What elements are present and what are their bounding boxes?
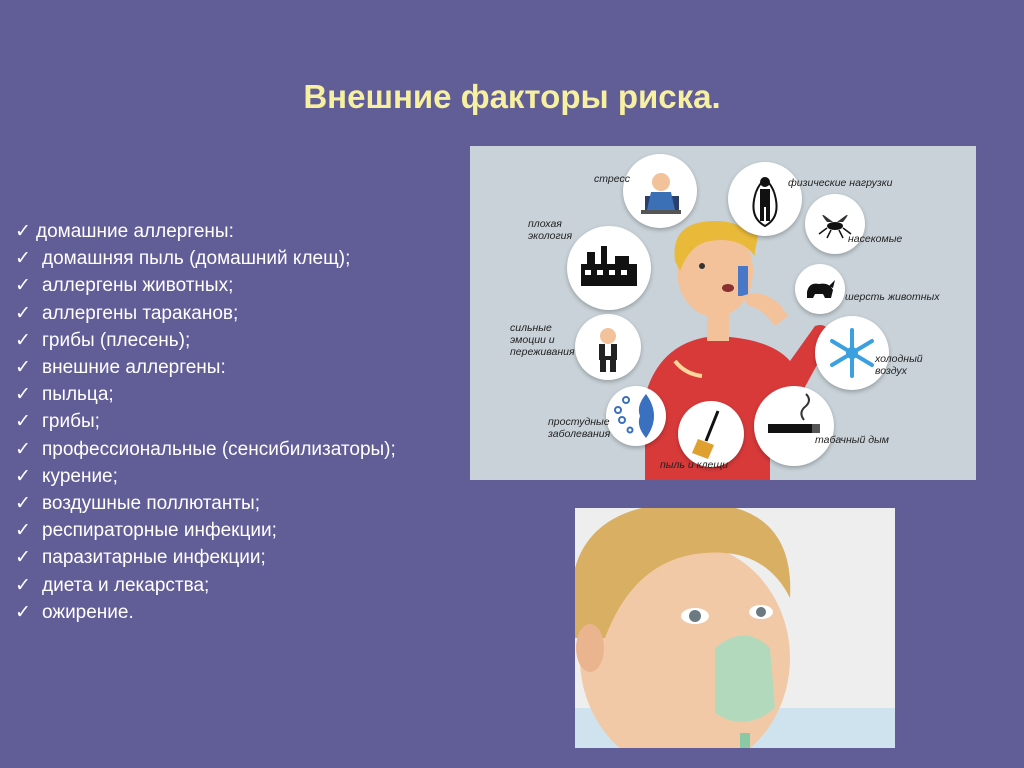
checkmark-icon: ✓ xyxy=(15,601,31,623)
asthma-triggers-infographic xyxy=(470,146,976,480)
animal-icon xyxy=(795,264,845,314)
risk-factor-text: домашние аллергены: xyxy=(36,221,234,242)
physical-circle xyxy=(728,162,802,236)
checkmark-icon: ✓ xyxy=(15,329,31,351)
risk-factor-item xyxy=(15,381,396,408)
broom-icon xyxy=(678,401,744,467)
colds-circle xyxy=(606,386,666,446)
risk-factor-text: домашняя пыль (домашний клещ); xyxy=(42,248,351,270)
factory-icon xyxy=(567,226,651,310)
risk-factor-item xyxy=(15,245,396,272)
label-stress: стресс xyxy=(594,173,630,185)
checkmark-icon: ✓ xyxy=(15,411,31,433)
risk-factor-item xyxy=(15,408,396,435)
risk-factor-text: ожирение. xyxy=(42,601,134,623)
nebulizer-mask-icon xyxy=(715,636,775,722)
checkmark-icon: ✓ xyxy=(15,357,31,379)
risk-factor-text: диета и лекарства; xyxy=(42,574,210,596)
stress-circle xyxy=(623,154,697,228)
risk-factor-item xyxy=(15,463,396,490)
checkmark-icon: ✓ xyxy=(15,384,31,406)
risk-factor-text: грибы (плесень); xyxy=(42,329,191,351)
emotions-circle xyxy=(575,314,641,380)
slide-title: Внешние факторы риска. xyxy=(303,78,721,115)
checkmark-icon: ✓ xyxy=(15,438,31,460)
label-ecology: плохая экология xyxy=(528,218,573,242)
checkmark-icon: ✓ xyxy=(15,520,31,542)
risk-factor-text: аллергены животных; xyxy=(42,275,234,297)
risk-factor-item xyxy=(15,436,396,463)
risk-factor-text: пыльца; xyxy=(42,384,114,406)
cigarette-icon xyxy=(754,386,834,466)
risk-factor-text: курение; xyxy=(42,465,118,487)
risk-factor-item xyxy=(15,327,396,354)
checkmark-icon: ✓ xyxy=(15,221,31,242)
risk-factor-text: аллергены тараканов; xyxy=(42,302,239,324)
risk-factor-item xyxy=(15,354,396,381)
risk-factor-text: грибы; xyxy=(42,411,100,433)
risk-factor-item xyxy=(15,272,396,299)
checkmark-icon: ✓ xyxy=(15,465,31,487)
label-colds: простудные заболевания xyxy=(548,416,611,440)
label-cold-air: холодный воздух xyxy=(875,353,923,377)
risk-factor-item xyxy=(15,517,396,544)
risk-factor-item xyxy=(15,300,396,327)
risk-factor-item xyxy=(15,544,396,571)
emotions-icon xyxy=(575,314,641,380)
label-emotions: сильные эмоции и переживания xyxy=(510,322,575,358)
inhaler-icon xyxy=(738,266,748,296)
checkmark-icon: ✓ xyxy=(15,248,31,270)
stress-icon xyxy=(623,154,697,228)
risk-factor-item xyxy=(15,572,396,599)
insects-circle xyxy=(805,194,865,254)
risk-factors-list xyxy=(15,218,396,626)
risk-factor-text: воздушные поллютанты; xyxy=(42,493,260,515)
risk-factor-item xyxy=(15,490,396,517)
checkmark-icon: ✓ xyxy=(15,574,31,596)
risk-factor-text: внешние аллергены: xyxy=(42,357,226,379)
checkmark-icon: ✓ xyxy=(15,547,31,569)
risk-factor-item xyxy=(15,599,396,626)
checkmark-icon: ✓ xyxy=(15,275,31,297)
label-insects: насекомые xyxy=(848,233,903,245)
label-smoke: табачный дым xyxy=(815,434,889,446)
dust-circle xyxy=(678,401,744,467)
risk-factor-text: респираторные инфекции; xyxy=(42,520,277,542)
child-photo-illustration xyxy=(575,508,895,748)
label-animal-fur: шерсть животных xyxy=(845,291,940,303)
jump-rope-icon xyxy=(728,162,802,236)
ecology-circle xyxy=(567,226,651,310)
checkmark-icon: ✓ xyxy=(15,302,31,324)
risk-factor-text: профессиональные (сенсибилизаторы); xyxy=(42,438,396,460)
virus-icon xyxy=(606,386,666,446)
checkmark-icon: ✓ xyxy=(15,493,31,515)
smoke-circle xyxy=(754,386,834,466)
risk-factor-item xyxy=(15,218,396,245)
insect-icon xyxy=(805,194,865,254)
risk-factor-text: паразитарные инфекции; xyxy=(42,547,266,569)
label-dust: пыль и клещи xyxy=(660,459,729,471)
child-with-nebulizer-photo xyxy=(575,508,895,748)
label-physical: физические нагрузки xyxy=(788,177,893,189)
animal-circle xyxy=(795,264,845,314)
